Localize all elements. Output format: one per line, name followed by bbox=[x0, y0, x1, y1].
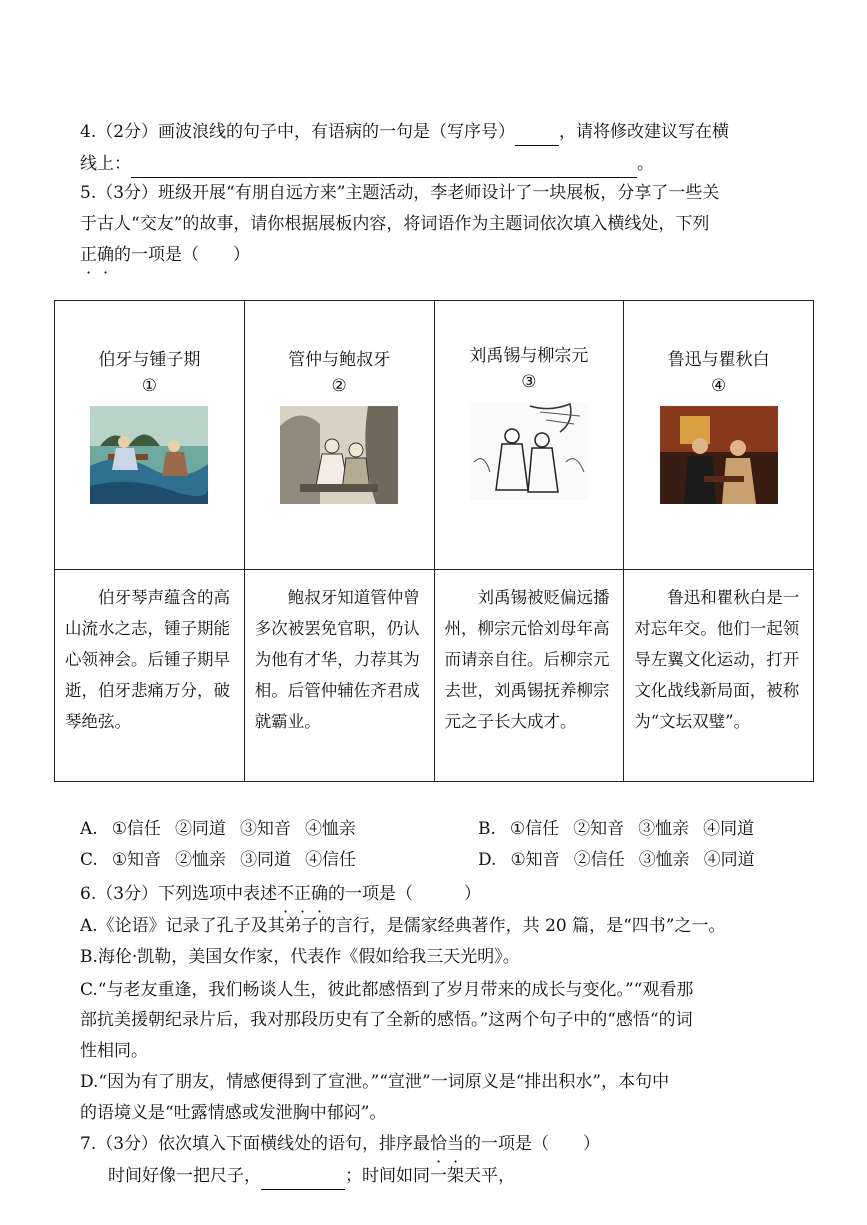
q5-line3: 正确的一项是（ ） bbox=[80, 245, 250, 265]
q6-option-b[interactable]: B.海伦·凯勒，美国女作家，代表作《假如给我三天光明》。 bbox=[80, 947, 520, 967]
q4-answer-blank[interactable] bbox=[515, 125, 559, 146]
q6-option-a[interactable]: A.《论语》记录了孔子及其弟子的言行，是儒家经典著作，共 20 篇，是“四书”之一。 bbox=[80, 916, 726, 936]
board-text-1: 伯牙琴声蕴含的高山流水之志，锺子期能心领神会。后锺子期早逝，伯牙悲痛万分，破琴绝弦。 bbox=[65, 588, 230, 731]
board-num-1: ① bbox=[141, 376, 157, 396]
q6-option-c-line3: 性相同。 bbox=[80, 1041, 148, 1061]
q6-option-d-line2: 的语境义是“吐露情感或发泄胸中郁闷”。 bbox=[80, 1103, 387, 1123]
q5-option-d[interactable]: D. ①知音 ②信任 ③恤亲 ④同道 bbox=[478, 850, 755, 870]
q5-option-b[interactable]: B. ①信任 ②知音 ③恤亲 ④同道 bbox=[478, 819, 755, 839]
board-title-2: 管仲与鲍叔牙 bbox=[288, 350, 391, 370]
liuyuxi-sketch bbox=[470, 402, 588, 500]
boya-painting bbox=[90, 406, 208, 504]
q4-suggestion-blank[interactable] bbox=[131, 157, 637, 178]
q6-option-d-line1[interactable]: D.“因为有了朋友，情感便得到了宣泄。”“宣泄”一词原义是“排出积水”，本句中 bbox=[80, 1072, 670, 1092]
q4-line2: 线上： 。 bbox=[80, 150, 654, 178]
q5-line2: 于古人“交友”的故事，请你根据展板内容，将词语作为主题词依次填入横线处，下列 bbox=[80, 214, 710, 234]
q6-option-c-line2: 部抗美援朝纪录片后，我对那段历史有了全新的感悟。”这两个句子中的“感悟“的词 bbox=[80, 1010, 693, 1030]
display-board bbox=[54, 300, 814, 782]
board-cell-1 bbox=[55, 301, 245, 570]
board-title-3: 刘禹锡与柳宗元 bbox=[469, 346, 589, 366]
board-text-cell-2 bbox=[244, 570, 434, 782]
board-text-cell-4 bbox=[624, 570, 814, 782]
q6-stem: 6.（3分）下列选项中表述不正确的一项是（ ） bbox=[80, 884, 482, 904]
q4-line1: 4.（2分）画波浪线的句子中，有语病的一句是（写序号） ，请将修改建议写在横 bbox=[80, 118, 729, 146]
board-num-4: ④ bbox=[711, 376, 727, 396]
q7-passage-line: 时间好像一把尺子， ；时间如同一架天平， bbox=[108, 1162, 515, 1190]
board-title-4: 鲁迅与瞿秋白 bbox=[667, 350, 770, 370]
q5-option-a[interactable]: A. ①信任 ②同道 ③知音 ④恤亲 bbox=[80, 819, 356, 839]
board-text-cell-3 bbox=[434, 570, 624, 782]
q5-option-c[interactable]: C. ①知音 ②恤亲 ③同道 ④信任 bbox=[80, 850, 357, 870]
board-num-2: ② bbox=[331, 376, 347, 396]
board-cell-2 bbox=[244, 301, 434, 570]
board-text-4: 鲁迅和瞿秋白是一对忘年交。他们一起领导左翼文化运动，打开文化战线新局面，被称为“文坛双璧”。 bbox=[634, 588, 800, 731]
board-num-3: ③ bbox=[521, 372, 537, 392]
board-title-1: 伯牙与锺子期 bbox=[98, 350, 201, 370]
board-cell-4 bbox=[624, 301, 814, 570]
board-text-2: 鲍叔牙知道管仲曾多次被罢免官职，仍认为他有才华，力荐其为相。后管仲辅佐齐君成就霸业。 bbox=[254, 588, 420, 731]
board-text-cell-1 bbox=[55, 570, 245, 782]
q7-blank[interactable] bbox=[261, 1169, 345, 1190]
board-text-3: 刘禹锡被贬偏远播州，柳宗元恰刘母年高而请亲自往。后柳宗元去世，刘禹锡抚养柳宗元之子长大成才。 bbox=[444, 588, 610, 731]
q7-stem: 7.（3分）依次填入下面横线处的语句，排序最恰当的一项是（ ） bbox=[80, 1134, 601, 1154]
q6-option-c-line1[interactable]: C.“与老友重逢，我们畅谈人生，彼此都感悟到了岁月带来的成长与变化。”“观看那 bbox=[80, 980, 694, 1000]
q5-line1: 5.（3分）班级开展“有朋自远方来”主题活动，李老师设计了一块展板，分享了一些关 bbox=[80, 183, 720, 203]
luxun-painting bbox=[660, 406, 778, 504]
board-cell-3 bbox=[434, 301, 624, 570]
guanzhong-painting bbox=[280, 406, 398, 504]
